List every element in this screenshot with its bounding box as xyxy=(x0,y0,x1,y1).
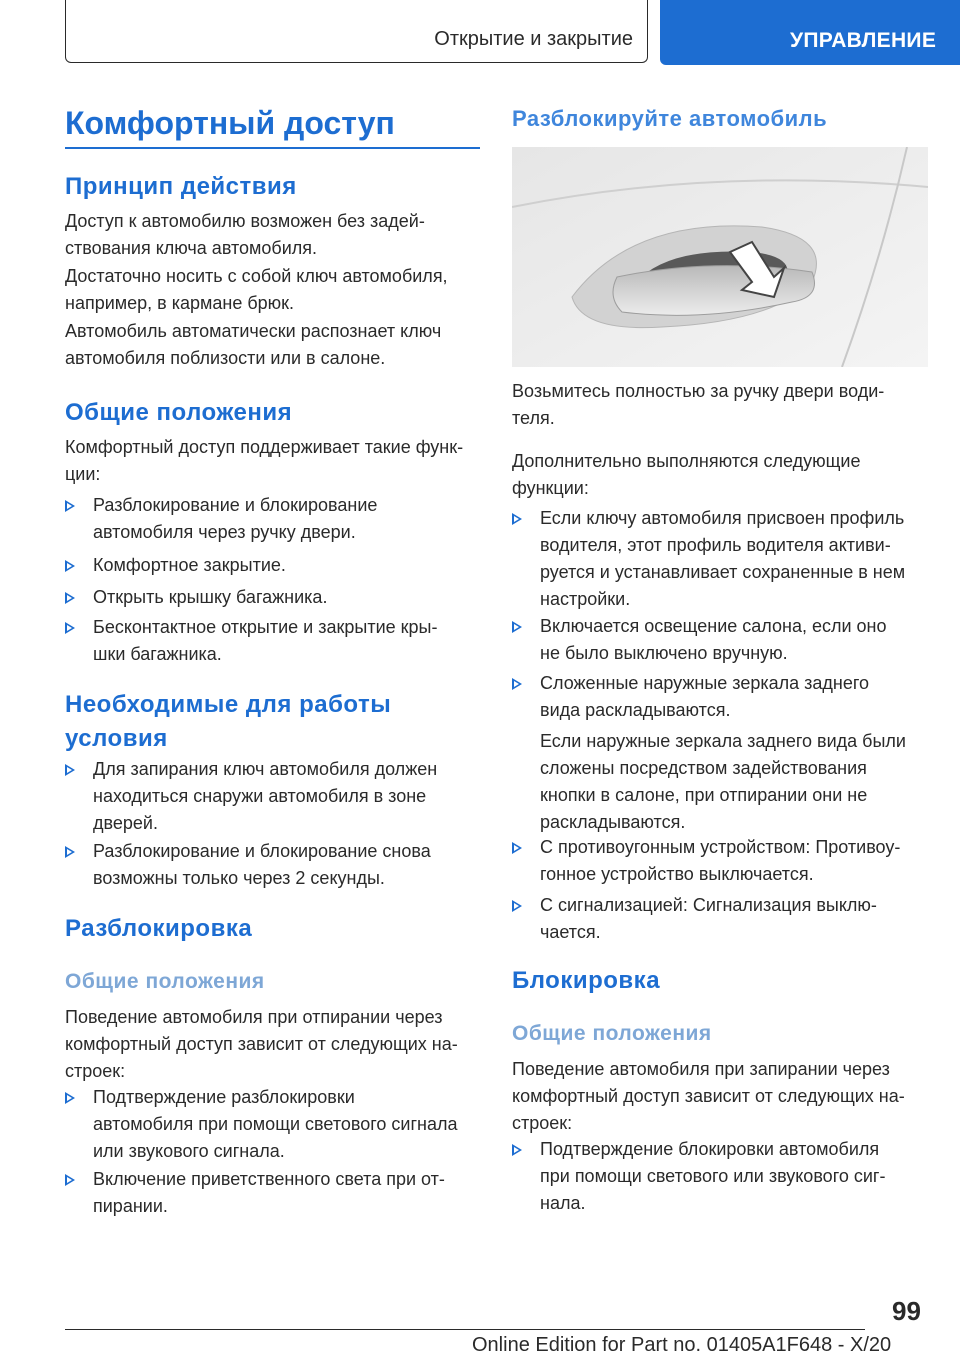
bullet-triangle-icon xyxy=(512,513,522,525)
bullet-triangle-icon xyxy=(65,846,75,858)
subheading-unlocking-general: Общие положения xyxy=(65,970,265,993)
subheading-locking-general: Общие положения xyxy=(512,1022,712,1045)
title-rule xyxy=(65,147,480,149)
heading-locking: Блокировка xyxy=(512,967,661,994)
page-title: Комфортный доступ xyxy=(65,105,395,141)
heading-general: Общие положения xyxy=(65,399,293,426)
chapter-title: УПРАВЛЕНИЕ xyxy=(790,29,937,52)
bullet-triangle-icon xyxy=(65,560,75,572)
page-number: 99 xyxy=(892,1296,921,1326)
footer-rule xyxy=(65,1329,865,1330)
unlock-caption: Возьмитесь полностью за ручку двери води- теля. xyxy=(512,381,885,428)
bullet-triangle-icon xyxy=(512,1144,522,1156)
heading-unlock-car: Разблокируйте автомобиль xyxy=(512,106,828,131)
principle-paragraph-3: Автомобиль автоматически распознает ключ автомобиля поблизости или в салоне. xyxy=(65,321,442,368)
bullet-triangle-icon xyxy=(512,900,522,912)
bullet-triangle-icon xyxy=(65,1174,75,1186)
unlock-intro: Дополнительно выполняются следующие функции: xyxy=(512,451,861,498)
bullet-triangle-icon xyxy=(512,842,522,854)
chapter-tab xyxy=(660,0,960,65)
heading-unlocking: Разблокировка xyxy=(65,915,253,942)
bullet-triangle-icon xyxy=(65,592,75,604)
general-intro: Комфортный доступ поддерживает такие функ- ции: xyxy=(65,437,464,484)
mirror-note: Если наружные зеркала заднего вида были сложены посредством задействования кнопки в салоне, при отпирании они не раскладываются. xyxy=(540,731,906,832)
principle-paragraph-2: Достаточно носить с собой ключ автомобиля, например, в кармане брюк. xyxy=(65,266,448,313)
bullet-triangle-icon xyxy=(512,678,522,690)
heading-principle: Принцип действия xyxy=(65,173,297,200)
bullet-triangle-icon xyxy=(512,621,522,633)
unlocking-intro: Поведение автомобиля при отпирании через комфортный доступ зависит от следующих на- строек: xyxy=(65,1007,458,1081)
edition-note: Online Edition for Part no. 01405A1F648 - X/20 xyxy=(472,1334,892,1356)
bullet-triangle-icon xyxy=(65,1092,75,1104)
locking-intro: Поведение автомобиля при запирании через комфортный доступ зависит от следующих на- строек: xyxy=(512,1059,905,1133)
door-handle-photo xyxy=(512,147,928,367)
principle-paragraph-1: Доступ к автомобилю возможен без задей- ствования ключа автомобиля. xyxy=(65,211,425,258)
header-box xyxy=(65,0,648,63)
bullet-triangle-icon xyxy=(65,764,75,776)
section-title: Открытие и закрытие xyxy=(434,28,633,50)
bullet-triangle-icon xyxy=(65,500,75,512)
heading-conditions: Необходимые для работы условия xyxy=(65,691,392,752)
bullet-triangle-icon xyxy=(65,622,75,634)
